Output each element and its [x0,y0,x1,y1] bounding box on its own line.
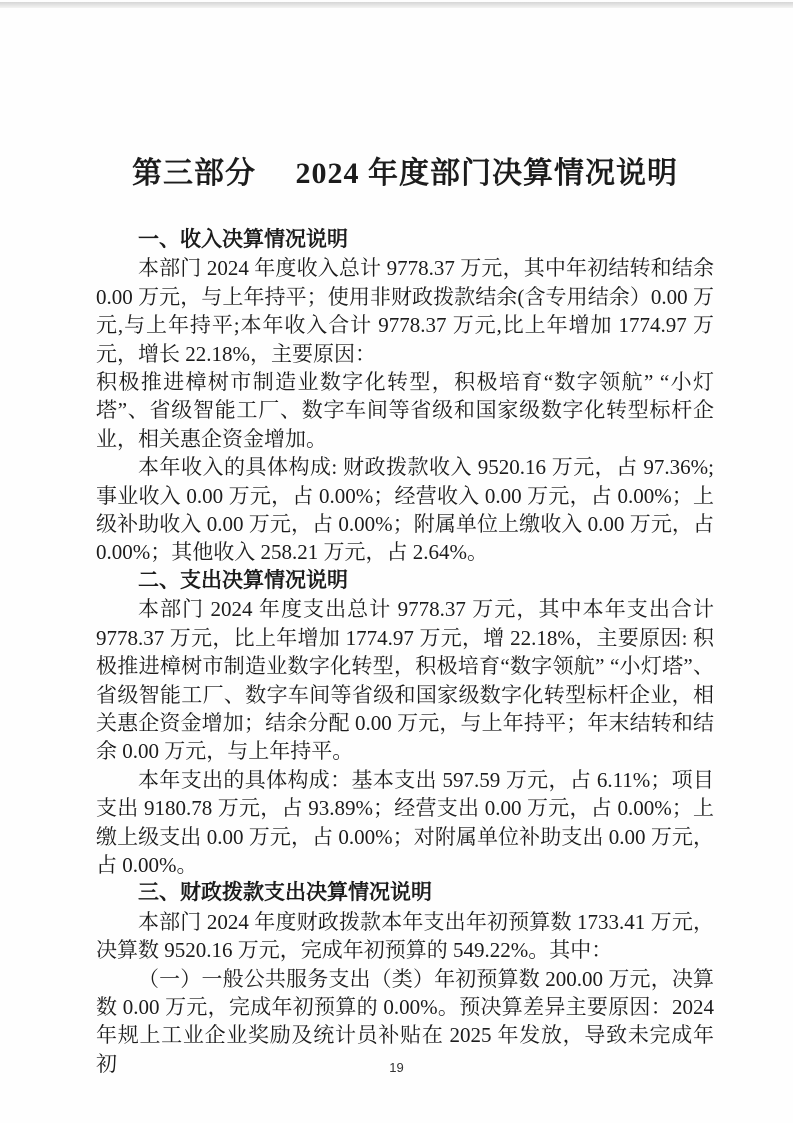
paragraph: 本年收入的具体构成: 财政拨款收入 9520.16 万元，占 97.36%; 事业收入 0.00 万元，占 0.00%；经营收入 0.00 万元，占 0.00%；上级补助收入 0.00 万元，占 0.00%；附属单位上缴收入 0.00 万元，占 0.00%；其他收入 258.21 万元，占 2.64%。 [96,455,714,565]
section-heading-income: 一、收入决算情况说明 [138,228,348,251]
document-title: 第三部分 2024 年度部门决算情况说明 [132,157,678,190]
paragraph: 积极推进樟树市制造业数字化转型，积极培育“数字领航” “小灯塔”、省级智能工厂、数字车间等省级和国家级数字化转型标杆企业，相关惠企资金增加。 [96,370,714,451]
document-content [96,152,714,1078]
paragraph: 本部门 2024 年度财政拨款本年支出年初预算数 1733.41 万元，决算数 9520.16 万元，完成年初预算的 549.22%。其中： [96,909,714,963]
paragraph: （一）一般公共服务支出（类）年初预算数 200.00 万元，决算数 0.00 万元，完成年初预算的 0.00%。预决算差异主要原因：2024 年规上工业企业奖励及统计员补贴在 2025 年发放，导致未完成年初 [96,966,714,1076]
section-heading-expenditure: 二、支出决算情况说明 [138,568,348,592]
paragraph: 本部门 2024 年度支出总计 9778.37 万元，其中本年支出合计 9778.37 万元，比上年增加 1774.97 万元，增 22.18%，主要原因: 积极推进樟树市制造业数字化转型，积极培育“数字领航” “小灯塔”、省级智能工厂、数字车间等省级和国家级数字化转型标杆企业，相关惠企资金增加；结余分配 0.00 万元，与上年持平；年末结转和结余 0.00 万元，与上年持平。 [96,597,714,764]
paragraph: 本年支出的具体构成：基本支出 597.59 万元，占 6.11%；项目支出 9180.78 万元，占 93.89%；经营支出 0.00 万元，占 0.00%；上缴上级支出 0.00 万元，占 0.00%；对附属单位补助支出 0.00 万元，占 0.00%。 [96,767,714,877]
section-heading-fiscal-allocation: 三、财政拨款支出决算情况说明 [138,881,432,905]
scan-edge [0,2,793,8]
paragraph: 本部门 2024 年度收入总计 9778.37 万元，其中年初结转和结余 0.00 万元，与上年持平；使用非财政拨款结余(含专用结余）0.00 万元,与上年持平;本年收入合计 9778.37 万元,比上年增加 1774.97 万元，增长 22.18%，主要原因： [96,256,714,366]
page-number: 19 [389,1060,404,1075]
